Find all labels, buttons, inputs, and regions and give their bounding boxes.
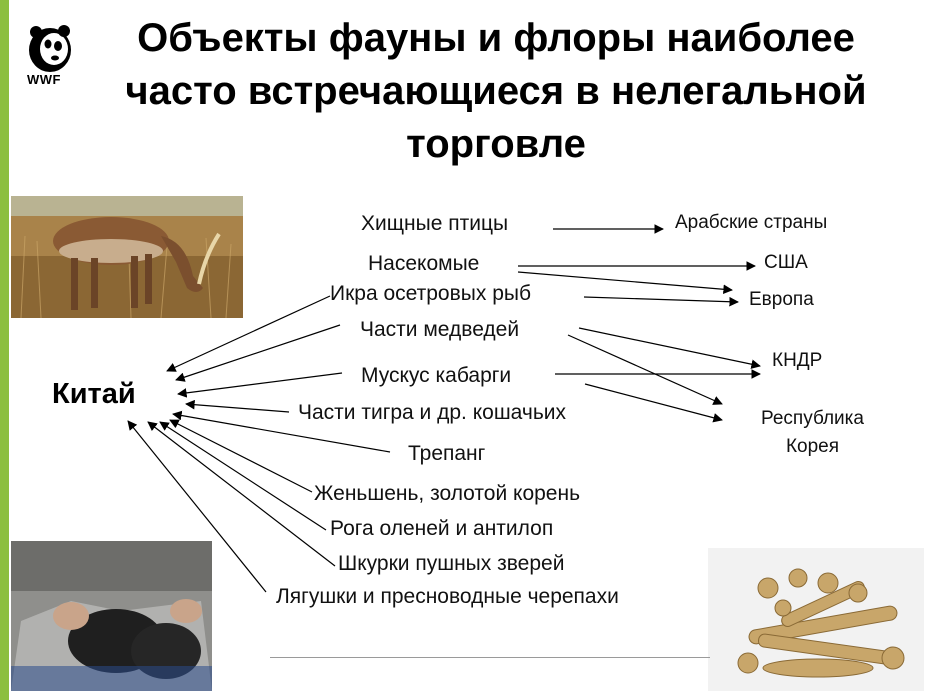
logo-text: WWF xyxy=(27,72,61,87)
item-ginseng: Женьшень, золотой корень xyxy=(314,482,581,505)
item-bear-parts: Части медведей xyxy=(360,318,520,341)
dest-usa: США xyxy=(764,252,808,273)
dest-dprk: КНДР xyxy=(772,350,823,371)
item-trepang: Трепанг xyxy=(408,442,486,465)
dest-republic-of-korea: Республика Корея xyxy=(761,408,864,457)
source-country: Китай xyxy=(52,378,136,410)
item-sturgeon-caviar: Икра осетровых рыб xyxy=(330,282,531,305)
item-musk-deer: Мускус кабарги xyxy=(361,364,512,387)
item-tiger-parts: Части тигра и др. кошачьих xyxy=(298,401,567,424)
dest-arab-countries: Арабские страны xyxy=(675,212,828,233)
item-antlers: Рога оленей и антилоп xyxy=(330,517,554,540)
item-birds-of-prey: Хищные птицы xyxy=(361,212,509,235)
item-insects: Насекомые xyxy=(368,252,480,275)
slide-title: Объекты фауны и флоры наиболее часто встречающиеся в нелегальной торговле xyxy=(125,16,867,166)
dest-europe: Европа xyxy=(749,289,814,310)
item-fur-skins: Шкурки пушных зверей xyxy=(338,552,565,575)
item-frogs-turtles: Лягушки и пресноводные черепахи xyxy=(276,585,619,608)
footer-divider xyxy=(270,657,710,658)
